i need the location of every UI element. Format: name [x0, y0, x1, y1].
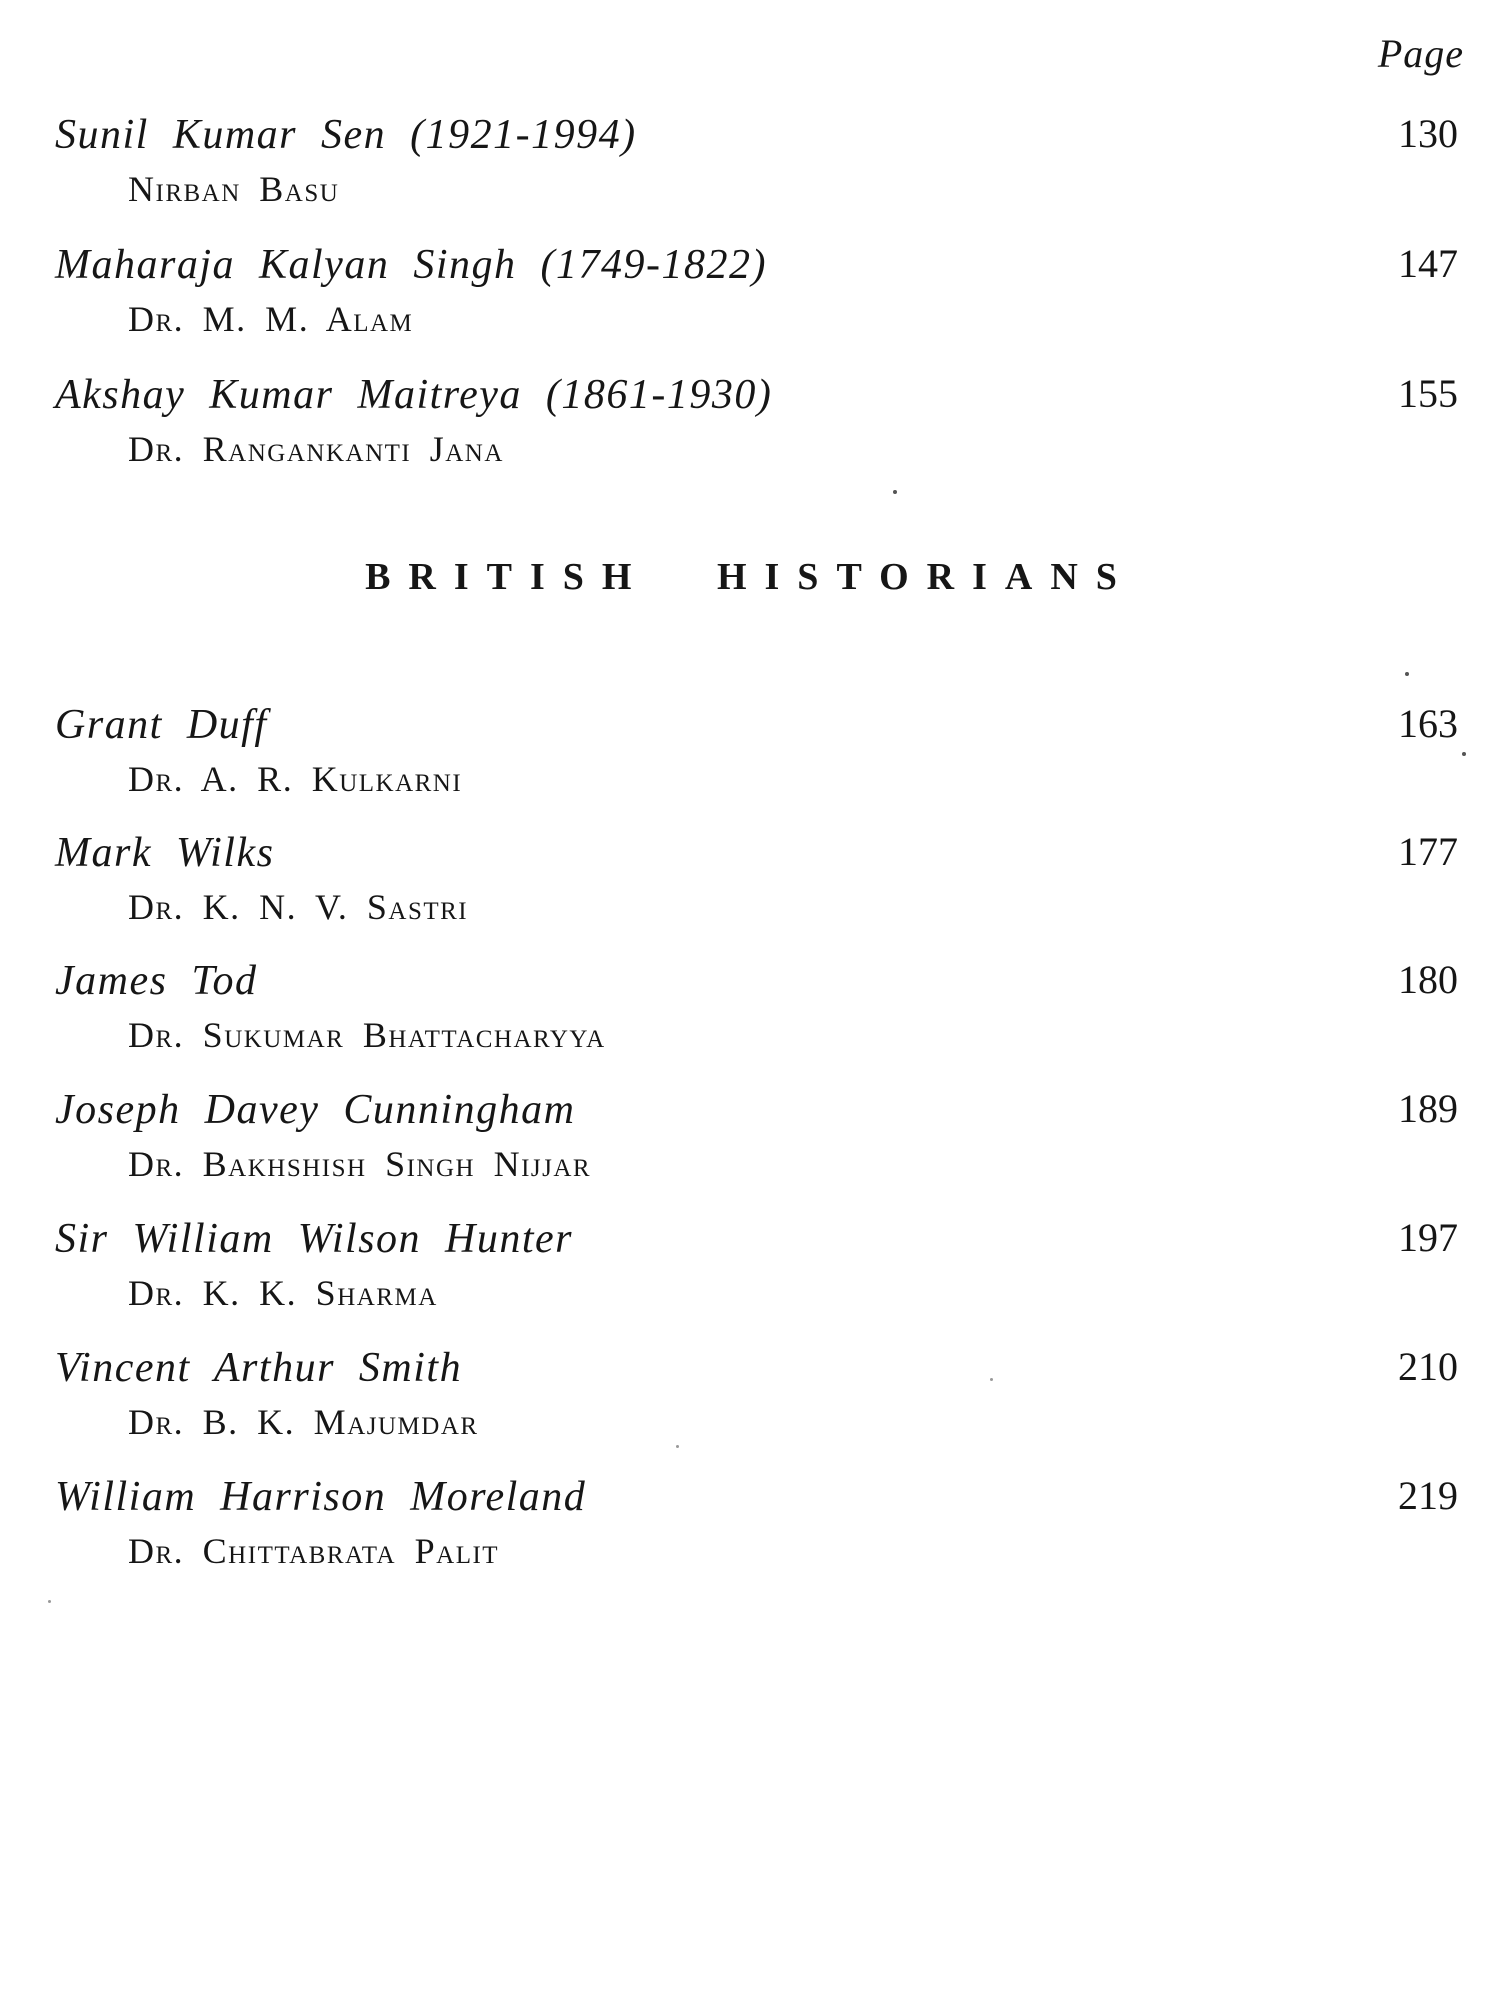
toc-entry[interactable]: [0, 1343, 1500, 1453]
entry-page-number: 189: [1398, 1086, 1458, 1131]
scan-speck: [1462, 752, 1466, 756]
entry-title: Maharaja Kalyan Singh (1749-1822): [55, 242, 767, 288]
entry-page-number: 177: [1398, 829, 1458, 874]
entry-author: Dr. A. R. Kulkarni: [128, 759, 463, 799]
entry-title: Sir William Wilson Hunter: [55, 1216, 574, 1262]
entry-page-number: 155: [1398, 371, 1458, 416]
entry-page-number: 197: [1398, 1215, 1458, 1260]
entry-author: Dr. K. N. V. Sastri: [128, 887, 469, 927]
toc-entry[interactable]: [0, 828, 1500, 938]
entry-title: James Tod: [55, 958, 258, 1004]
scan-speck: [893, 490, 897, 494]
entry-author: Dr. B. K. Majumdar: [128, 1402, 479, 1442]
toc-entry[interactable]: [0, 370, 1500, 480]
entry-title: William Harrison Moreland: [55, 1474, 587, 1520]
entry-page-number: 130: [1398, 111, 1458, 156]
entry-page-number: 147: [1398, 241, 1458, 286]
toc-entry[interactable]: [0, 110, 1500, 220]
entry-author: Dr. Sukumar Bhattacharyya: [128, 1015, 606, 1055]
entry-title: Joseph Davey Cunningham: [55, 1087, 576, 1133]
entry-page-number: 219: [1398, 1473, 1458, 1518]
scan-speck: [1405, 672, 1409, 676]
toc-entry[interactable]: [0, 1085, 1500, 1195]
page-column-label: Page: [1377, 31, 1464, 76]
toc-entry[interactable]: [0, 1214, 1500, 1324]
entry-author: Dr. K. K. Sharma: [128, 1273, 438, 1313]
entry-title: Akshay Kumar Maitreya (1861-1930): [55, 372, 773, 418]
scan-speck: [48, 1600, 51, 1603]
entry-title: Mark Wilks: [55, 830, 275, 876]
toc-entry[interactable]: [0, 700, 1500, 810]
scan-speck: [676, 1445, 679, 1448]
entry-page-number: 180: [1398, 957, 1458, 1002]
entry-page-number: 210: [1398, 1344, 1458, 1389]
entry-author: Dr. M. M. Alam: [128, 299, 414, 339]
toc-entry[interactable]: [0, 1472, 1500, 1582]
entry-page-number: 163: [1398, 701, 1458, 746]
entry-author: Dr. Bakhshish Singh Nijjar: [128, 1144, 592, 1184]
toc-entry[interactable]: [0, 240, 1500, 350]
entry-title: Sunil Kumar Sen (1921-1994): [55, 112, 637, 158]
entry-author: Dr. Chittabrata Palit: [128, 1531, 500, 1571]
entry-author: Nirban Basu: [128, 169, 340, 209]
toc-entry[interactable]: [0, 956, 1500, 1066]
entry-title: Vincent Arthur Smith: [55, 1345, 463, 1391]
entry-author: Dr. Rangankanti Jana: [128, 429, 504, 469]
scan-speck: [990, 1378, 993, 1381]
entry-title: Grant Duff: [55, 702, 268, 748]
section-heading: BRITISH HISTORIANS: [365, 556, 1135, 598]
